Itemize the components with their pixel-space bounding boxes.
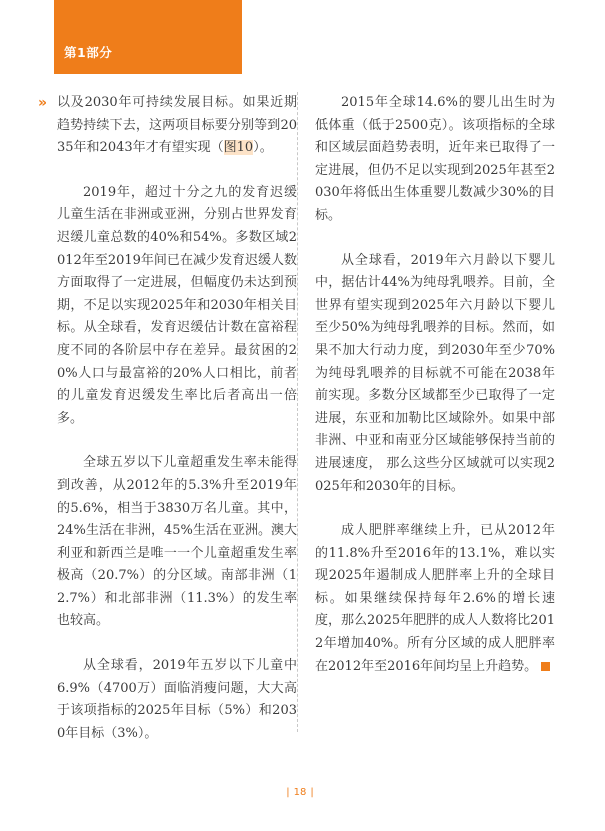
chevron-right-double-icon: »	[38, 95, 48, 111]
separator: |	[286, 787, 290, 798]
page-footer	[270, 787, 330, 798]
paragraph-text: ）。	[253, 140, 273, 156]
paragraph: 从全球看，2019年五岁以下儿童中6.9%（4700万）面临消瘦问题，大大高于该项指标的2025年目标（5%）和2030年目标（3%）。	[57, 658, 297, 741]
figure-reference-link[interactable]: 图10	[223, 140, 254, 156]
paragraph-text: 成人肥胖率继续上升，已从2012年的11.8%升至2016年的13.1%，难以实现2025年遏制成人肥胖率上升的全球目标。如果继续保持每年2.6%的增长速度，那么2025年肥胖的成人人数将比2012年增加40%。所有分区域的成人肥胖率在2012年至2016年间均呈上升趋势。	[315, 523, 555, 674]
section-label: 第1部分	[64, 45, 113, 60]
paragraph: 2015年全球14.6%的婴儿出生时为低体重（低于2500克）。该项指标的全球和区域层面趋势表明，近年来已取得了一定进展，但仍不足以实现到2025年甚至2030年将低出生体重婴儿数减少30%的目标。	[315, 95, 555, 223]
paragraph: 2019年，超过十分之九的发育迟缓儿童生活在非洲或亚洲，分别占世界发育迟缓儿童总数的40%和54%。多数区域2012年至2019年间已在减少发育迟缓人数方面取得了一定进展，但幅度仍未达到预期，不足以实现2025年和2030年相关目标。从全球看，发育迟缓估计数在富裕程度不同的各阶层中存在差异。最贫困的20%人口与最富裕的20%人口相比，前者的儿童发育迟缓发生率比后者高出一倍多。	[57, 184, 297, 426]
paragraph	[57, 92, 297, 160]
left-column	[57, 92, 297, 767]
square-end-icon	[541, 662, 550, 671]
paragraph	[315, 520, 555, 678]
column-divider	[297, 92, 298, 732]
paragraph: 从全球看，2019年六月龄以下婴儿中，据估计44%为纯母乳喂养。目前，全世界有望实现到2025年六月龄以下婴儿至少50%为纯母乳喂养的目标。然而，如果不加大行动力度，到2030年至少70%为纯母乳喂养的目标就不可能在2038年前实现。多数分区域都至少已取得了一定进展，东亚和加勒比区域除外。如果中部非洲、中亚和南亚分区域能够保持当前的进展速度， 那么这些分区域就可以实现2025年和2030年的目标。	[315, 252, 555, 494]
page-number: 18	[293, 787, 307, 798]
separator: |	[310, 787, 314, 798]
right-column	[315, 92, 555, 700]
paragraph: 全球五岁以下儿童超重发生率未能得到改善，从2012年的5.3%升至2019年的5.6%，相当于3830万名儿童。其中，24%生活在非洲，45%生活在亚洲。澳大利亚和新西兰是唯一一个儿童超重发生率极高（20.7%）的分区域。南部非洲（12.7%）和北部非洲（11.3%）的发生率也较高。	[57, 455, 297, 629]
section-tab	[54, 0, 242, 74]
paragraph-text: 以及2030年可持续发展目标。如果近期趋势持续下去，这两项目标要分别等到2035年和2043年才有望实现（	[57, 95, 297, 156]
